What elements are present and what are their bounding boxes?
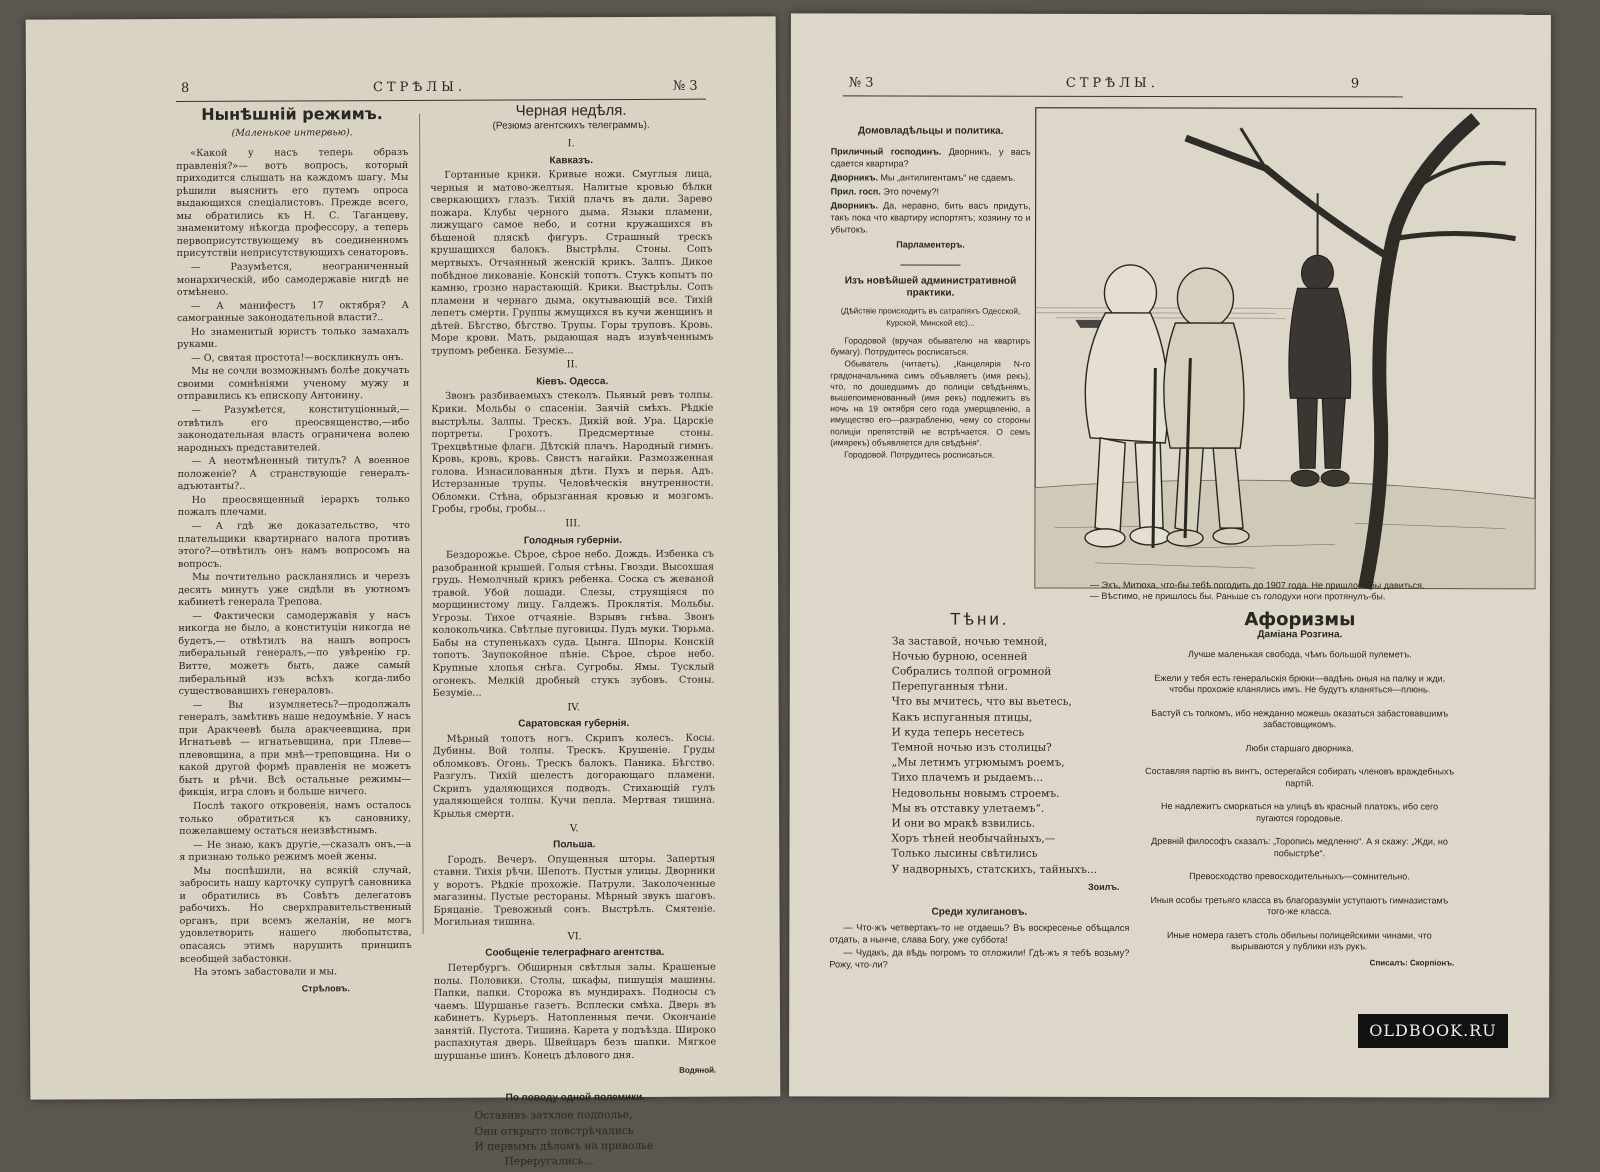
paragraph: На этомъ забастовали и мы. — [180, 966, 412, 980]
poem-line: Оставивъ затхлое подполье, — [474, 1108, 716, 1124]
section-text: Звонъ разбиваемыхъ стеколъ. Пьяный ревъ толпы. Крики. Мольбы о спасеніи. Заячій смѣхъ. Рѣдкіе выстрѣлы. Залпы. Трескъ. Дикій вой. Ура. Царскіе портреты. Грохотъ. Предсмертные стоны. Трехцвѣтные флаги. Дѣтскій плачъ. Народный гимнъ. Кровь, кровь, кровь. Свистъ нагайки. Размозженная голова. Изнасилованныя дѣти. Пухъ и перья. Адъ. Истерзанные трупы. Человѣческія внутренности. Обломки. Стѣна, обрызганная кровью и мозгомъ. Гробы, гробы, гробы... — [431, 390, 714, 517]
paragraph: — Что-жъ четвертакъ-то не отдаешь? Въ воскресенье обѣщался отдать, а нынче, слава Богу, уже суббота! — [829, 921, 1129, 946]
section-number: IV. — [433, 701, 715, 715]
poem-line: Собрались толпой огромной — [892, 664, 1130, 680]
aphorism: Иныя особы третьяго класса въ благоразуміи уступаютъ гимназистамъ того-же класса. — [1144, 895, 1454, 919]
left-column-1 — [176, 108, 412, 995]
left-column-2 — [430, 105, 717, 1171]
section-text: Городъ. Вечеръ. Опущенныя шторы. Запертыя ставни. Тихія рѣчи. Шепотъ. Пустыя улицы. Дворники у воротъ. Рѣдкіе прохожіе. Патрули. Заколоченные магазины. Пустые рестораны. Мѣрный звукъ шаговъ. Бряцаніе. Тревожный сонъ. Выстрѣлъ. Смятеніе. Могильная тишина. — [433, 853, 715, 930]
right-header-title: СТРѢЛЫ. — [1066, 76, 1159, 91]
paragraph: «Какой у насъ теперь образъ правленія?»— вотъ вопросъ, который приходится слышать на каждомъ шагу. Мы рѣшили выяснить его путемъ опроса выдающихся спеціалистовъ. Прежде всего, мы обратились къ Н. С. Таганцеву, знаменитому нѣкогда профессору, а теперь первоприсутствующему въ соединенномъ присутствіи неприсутствующихъ сенаторовъ. — [176, 147, 408, 261]
speaker-name: Дворникъ. — [831, 172, 878, 182]
poem-line: За заставой, ночью темной, — [892, 634, 1130, 650]
aphorism: Лучше маленькая свобода, чѣмъ большой пулеметъ. — [1145, 649, 1455, 661]
left-issue-number: № 3 — [673, 79, 698, 94]
poem-line: Перепуганныя тѣни. — [892, 680, 1130, 696]
paragraph: Городовой. Потрудитесь росписаться. — [830, 449, 1030, 461]
section-heading: Голодныя губерніи. — [432, 534, 714, 548]
paragraph: — Разумѣется, конституціонный,— отвѣтилъ его преосвященство,—ибо законодательная власть ограничена волею народныхъ представителей. — [177, 404, 409, 455]
paragraph: Обыватель (читаетъ). „Канцелярія N-го градоначальника симъ объявляетъ (имя рекъ), что, по дошедшимъ до полиціи свѣдѣніямъ, вышепоименованный (имя рекъ) подлежитъ въ ночь на 19 октября сего года умерщвленію, а имущество его—разграбленію, чему со стороны полиціи препятствій не встрѣчается. О семъ (имярекъ) объявляется для свѣдѣнія“. — [830, 359, 1030, 449]
aphorisms-author: Даміана Розгина. — [1145, 629, 1455, 642]
right-page — [789, 13, 1551, 1097]
paragraph: — Фактически самодержавія у насъ никогда не было, а конституціи никогда не будетъ,— отвѣтилъ на нашъ вопросъ либеральный генералъ,—по увѣренію гр. Витте, можетъ быть, даже самый либеральный изъ всѣхъ когда-либо существовавшихъ генераловъ. — [178, 610, 410, 699]
paragraph: Послѣ такого откровенія, намъ осталось только обратиться къ сановнику, пожелавшему остаться неизвѣстнымъ. — [179, 800, 411, 839]
article-subtitle-regime: (Маленькое интервью). — [176, 127, 408, 141]
dialogue-line — [831, 145, 1031, 169]
aphorism: Ежели у тебя есть генеральскія брюки—вадѣнь оныя на палку и жди, чтобы прохожіе кланялись имъ. Не будутъ кланяться—плюнь. — [1145, 673, 1455, 697]
hooligans-dialogue — [829, 921, 1129, 971]
poem-line: Хоръ тѣней необычайныхъ,— — [891, 832, 1129, 848]
poem-line: Только лысины свѣтились — [891, 847, 1129, 863]
aphorism: Превосходство превосходительныхъ—сомнительно. — [1144, 871, 1454, 883]
dialogue-text: Да, неравно, бить васъ придутъ, такъ пока что квартиру испортятъ; хозяину то и убытокъ. — [831, 200, 1031, 234]
poem-line: Тихо плачемъ и рыдаемъ... — [892, 771, 1130, 787]
paragraph: — А гдѣ же доказательство, что плательщики квартирнаго налога противъ этого?—отвѣтилъ онъ намъ вопросомъ на вопросъ. — [178, 520, 410, 571]
section-number: I. — [430, 138, 712, 152]
section-number: III. — [432, 518, 714, 532]
right-small-column — [830, 121, 1031, 462]
caption-line-2: — Вѣстимо, не пришлось бы. Раньше съ голодухи ноги протянулъ-бы. — [1090, 591, 1540, 603]
admin-practice-body — [830, 335, 1030, 461]
paragraph: — Чудакъ, да вѣдь погромъ то отложили! Гдѣ-жъ я тебѣ возьму? Рожу, что-ли? — [829, 946, 1129, 971]
paragraph: Но знаменитый юристъ только замахалъ руками. — [177, 326, 409, 352]
dialogue-line — [831, 171, 1031, 183]
section-text: Гортанные крики. Кривые ножи. Смуглыя лица, черныя и матово-желтыя. Налитые кровью бѣлки сверкающихъ глазъ. Тихій плачъ въ дали. Зарево пожара. Клубы черного дыма. Языки пламени, лижущаго самое небо, и сотни кружащихся въ бѣшеной пляскѣ фигуръ. Страшный трескъ крушащихся балокъ. Выстрѣлы. Стоны. Сопъ мертвыхъ. Отчаянный женскій крикъ. Залпъ. Дикое побѣдное ликованіе. Конскій топотъ. Стукъ копытъ по камню, грозно нарастающій. Крики. Выстрѣлы. Сопъ пламени и чернаго дыма, окутывающій все. Тихій лепетъ смерти. Группы жмущихся въ кучи женщинъ и дѣтей. Бѣгство, бѣгство. Трупы. Горы труповъ. Кровь. Море крови. Мать, рыдающая надъ изувѣченнымъ трупомъ ребенка. Безуміе... — [430, 169, 713, 358]
poem-line: У надворныхъ, статскихъ, тайныхъ... — [891, 862, 1129, 878]
dialogue-text: Это почему?! — [883, 186, 939, 196]
article-subtitle-black-week: (Резюмэ агентскихъ телеграммъ). — [430, 119, 712, 133]
speaker-name: Дворникъ. — [831, 200, 878, 210]
article-title-landlords: Домовладѣльцы и политика. — [831, 125, 1031, 137]
paragraph: Мы почтительно раскланялись и черезъ десять минутъ уже сидѣли въ уютномъ кабинетѣ генерала Трепова. — [178, 571, 410, 610]
left-column-divider — [419, 114, 424, 934]
signature-scorpion: Списалъ: Скорпіонъ. — [1144, 957, 1454, 970]
aphorisms-list — [1144, 649, 1455, 953]
poem-line: Что вы мчитесь, что вы вьетесь, — [892, 695, 1130, 711]
article-body-regime — [176, 147, 412, 980]
section-number: V. — [433, 822, 715, 836]
poem-line: Какъ испуганныя птицы, — [892, 710, 1130, 726]
article-title-black-week: Черная недѣля. — [430, 105, 712, 119]
aphorism: Древній философъ сказалъ: „Торопись медленно“. А я скажу: „Жди, но побыстрѣе“. — [1144, 836, 1454, 860]
article-title-polemic: По поводу одной полемики. — [434, 1092, 716, 1106]
right-aphorisms-column — [1144, 614, 1455, 970]
right-running-head — [791, 75, 1551, 96]
poem-shadows — [829, 634, 1129, 878]
poem-line: Они открыто повстрѣчались — [474, 1123, 716, 1139]
dialogue-line — [831, 199, 1031, 235]
paragraph: — Не знаю, какъ другіе,—сказалъ онъ,—а я признаю только режимъ моей жены. — [179, 839, 411, 865]
poem-polemic — [434, 1108, 716, 1170]
article-title-admin-practice: Изъ новѣйшей административной практики. — [830, 275, 1030, 299]
section-heading: Саратовская губернія. — [433, 718, 715, 732]
left-header-title: СТРѢЛЫ. — [373, 80, 466, 95]
section-number: II. — [431, 359, 713, 373]
section-text: Бездорожье. Сѣрое, сѣрое небо. Дождь. Избенка съ разобранной крышей. Голыя стѣны. Гвозди. Высохшая грудь. Немолчный крикъ ребенка. Соска съ жеваной травой. Убой лошади. Слезы, струящіяся по морщинистому лицу. Галдежъ. Проклятія. Мольбы. Угрозы. Тихое отчаяніе. Взрывъ гнѣва. Звонъ колокольчика. Свѣтлые пуговицы. Пудъ муки. Тюрьма. Бабы на ступенькахъ суда. Цынга. Шпоры. Конскій топотъ. Заупокойное пѣніе. Сѣрое, сѣрое небо. Крупные хлопья снѣга. Сугробы. Ямы. Тусклый огонекъ. Мелкій дробный стукъ зубовъ. Стоны. Безуміе... — [432, 549, 715, 701]
section-heading: Сообщеніе телеграфнаго агентства. — [434, 947, 716, 961]
signature-strelov: Стрѣловъ. — [180, 982, 412, 996]
paragraph: — А неотмѣненный титулъ? А военное положеніе? А странствующіе генералъ-адъютанты?.. — [178, 455, 410, 494]
watermark-logo: OLDBOOK.RU — [1358, 1014, 1508, 1048]
poem-line: И они во мракѣ взвились. — [892, 816, 1130, 832]
cartoon-caption — [1090, 580, 1540, 603]
right-header-rule — [843, 95, 1403, 97]
section-number: VI. — [434, 931, 716, 945]
article-title-regime: Нынѣшній режимъ. — [176, 108, 408, 122]
caption-line-1: — Эхъ, Митюха, что-бы тебѣ погодить до 1907 года. Не пришлось бы давиться. — [1090, 580, 1540, 592]
paragraph: Мы не сочли возможнымъ болѣе докучать своими сомнѣніями ученому мужу и отправились къ епископу Антонину. — [177, 365, 409, 404]
paragraph: Но преосвященный іерархъ только пожалъ плечами. — [178, 494, 410, 520]
right-poem-column — [829, 613, 1130, 971]
poem-title-shadows: Тѣни. — [830, 613, 1130, 626]
speaker-name: Прил. госп. — [831, 186, 881, 196]
section-heading: Кіевъ. Одесса. — [431, 376, 713, 390]
poem-line: Темной ночью изъ столицы? — [892, 740, 1130, 756]
article-title-hooligans: Среди хулигановъ. — [829, 907, 1129, 920]
dialogue-line — [831, 185, 1031, 197]
signature-zoil: Зоилъ. — [829, 880, 1119, 893]
right-page-number: 9 — [1351, 76, 1363, 91]
left-page — [26, 16, 781, 1099]
section-heading: Кавказъ. — [430, 154, 712, 168]
paragraph: — А манифестъ 17 октября? А самогранные законодательной власти?.. — [177, 300, 409, 326]
admin-practice-note: (Дѣйствіе происходитъ въ сатрапіяхъ Одесской, Курской, Минской etc)... — [838, 305, 1022, 329]
poem-line: Переругались... — [475, 1154, 717, 1170]
section-heading: Польша. — [433, 839, 715, 853]
poem-line: Недовольны новымъ строемъ. — [892, 786, 1130, 802]
aphorism: Иные номера газетъ столь обильны полицейскими чинами, что вырываются у публики изъ рукъ. — [1144, 930, 1454, 954]
aphorism: Бастуй съ толкомъ, ибо нежданно можешь оказаться забастовавшимъ забастовщикомъ. — [1145, 708, 1455, 732]
paragraph: — Разумѣется, неограниченный монархическій, ибо самодержавіе нигдѣ не отмѣнено. — [177, 261, 409, 300]
paragraph: — Вы изумляетесь?—продолжалъ генералъ, замѣтивъ наше недоумѣніе. У насъ при Аракчеевѣ была аракчеевщина, при Игнатьевѣ — игнатьевщина, при Плеве—плевовщина, а при мнѣ—треповщина. Ни о какой другой формѣ правленія не можетъ быть и рѣчи. Всѣ остальные режимы—фикція, игра словъ и больше ничего. — [179, 699, 411, 800]
left-page-number: 8 — [181, 81, 193, 96]
poem-line: „Мы летимъ угрюмымъ роемъ, — [892, 756, 1130, 772]
aphorisms-title: Афоризмы — [1145, 614, 1455, 627]
section-text: Мѣрный топотъ ногъ. Скрипъ колесъ. Косы. Дубины. Вой толпы. Трескъ. Крушеніе. Груды обломковъ. Огонь. Трескъ балокъ. Паника. Бѣгство. Разгулъ. Тихій шелестъ догорающаго пламени. Скрипъ удаляющихся подводъ. Стихающій гулъ удаляющейся толпы. Кучи пепла. Мертвая тишина. Крылья смерти. — [433, 732, 715, 821]
right-issue-number: № 3 — [849, 75, 874, 90]
poem-line: И куда теперь несетесь — [892, 725, 1130, 741]
paragraph: Мы поспѣшили, на всякій случай, забросить нашу карточку супругѣ сановника и обратились въ Совѣтъ делегатовъ рабочихъ. Но сверхправительственный органъ, при всемъ желаніи, не могъ удовлетворить нашего любопытства, опасаясь этимъ нарушить принципъ всеобщей забастовки. — [179, 865, 411, 966]
dialogue-text: Мы „антилигентамъ“ не сдаемъ. — [881, 172, 1016, 182]
speaker-name: Приличный господинъ. — [831, 146, 942, 156]
paragraph: — О, святая простота!—воскликнулъ онъ. — [177, 352, 409, 366]
paragraph: Городовой (вручая обывателю на квартиръ бумагу). Потрудитесь росписаться. — [830, 335, 1030, 358]
poem-line: И первымъ дѣломъ на приволье — [475, 1139, 717, 1155]
signature-parlamenter: Парламентеръ. — [831, 238, 1031, 250]
dialogue-text: Дворникъ, у васъ сдается квартира? — [831, 147, 1031, 169]
signature-vodyanoy: Водяной. — [434, 1065, 716, 1079]
section-text: Петербургъ. Обширныя свѣтлыя залы. Крашеные полы. Половики. Столы, шкафы, пишущія машины. Папки, папки. Сторожа въ мундирахъ. Подносы съ чаемъ. Шуршанье газетъ. Всплески смѣха. Дверь въ кабинетъ. Курьеръ. Натопленныя печи. Окончаніе занятій. Пустота. Тишина. Карета у подъѣзда. Широко распахнутая дверь. Швейцаръ безъ шапки. Мягкое шуршанье шинъ. Конецъ дѣлового дня. — [434, 962, 716, 1064]
aphorism: Составляя партію въ винтъ, остерегайся собирать членовъ враждебныхъ партій. — [1145, 766, 1455, 790]
poem-line: Мы въ отставку улетаемъ“. — [892, 801, 1130, 817]
aphorism: Люби старшаго дворника. — [1145, 743, 1455, 755]
cartoon-illustration — [1035, 108, 1536, 589]
article-body-black-week — [430, 138, 716, 1064]
poem-line: Ночью бурною, осенней — [892, 649, 1130, 665]
small-divider — [901, 265, 961, 266]
dialogue-landlords — [831, 145, 1031, 235]
aphorism: Не надлежитъ сморкаться на улицѣ въ красный платокъ, ибо сего пугаются городовые. — [1145, 801, 1455, 825]
